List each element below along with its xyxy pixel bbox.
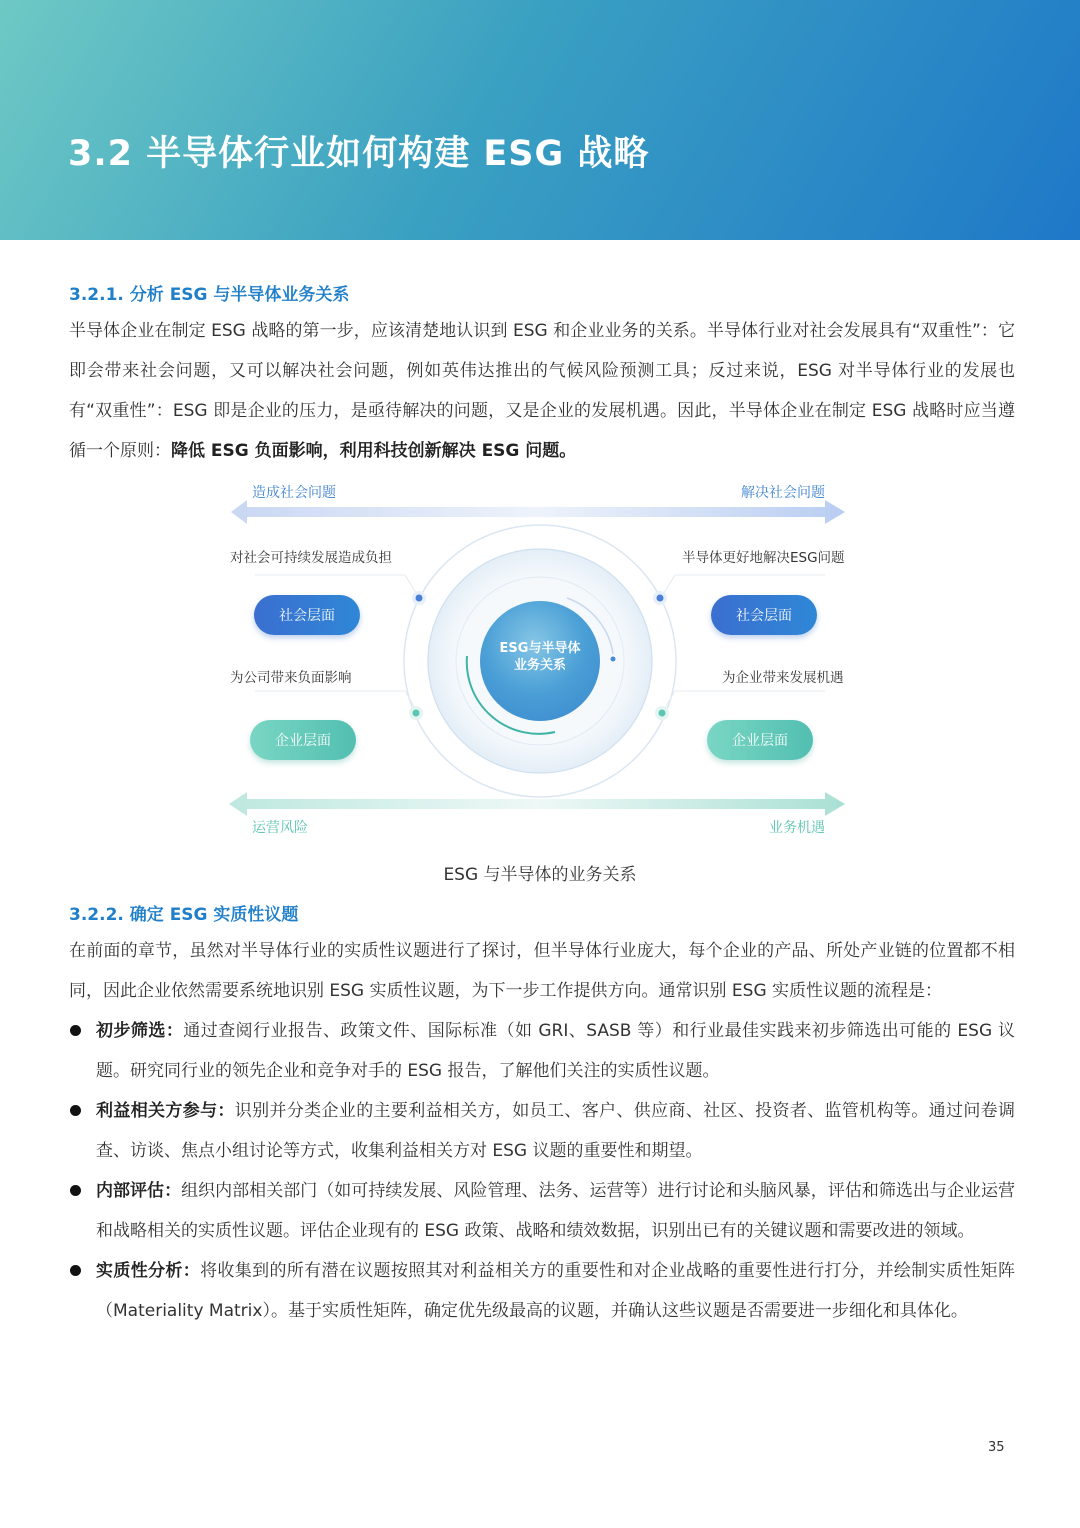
connector-left-mid [255, 691, 415, 708]
bullet-dot [70, 1105, 81, 1116]
pill-social-level-left: 社会层面 [254, 595, 360, 635]
connector-right-mid [665, 691, 825, 708]
top-arrow-band [231, 500, 845, 524]
label-operational-risk: 运营风险 [252, 820, 308, 836]
node-dot-right-bottom [655, 706, 669, 720]
label-cause-social-problems: 造成社会问题 [252, 485, 336, 501]
node-dot-left-bottom [409, 706, 423, 720]
section2-paragraph: 在前面的章节，虽然对半导体行业的实质性议题进行了探讨，但半导体行业庞大，每个企业的产品、所处产业链的位置都不相同，因此企业依然需要系统地识别 ESG 实质性议题，为下一步工作提供方向。通常识别 ESG 实质性议题的流程是： [69, 941, 1015, 1001]
node-dot-right-top [653, 591, 667, 605]
label-negative-impact: 为公司带来负面影响 [230, 670, 352, 686]
list-item-term: 初步筛选： [96, 1021, 184, 1041]
list-item [69, 1251, 1015, 1331]
bottom-arrow-band [229, 792, 845, 816]
page-title: 3.2 半导体行业如何构建 ESG 战略 [68, 134, 650, 174]
list-item-text: 组织内部相关部门（如可持续发展、风险管理、法务、运营等）进行讨论和头脑风暴，评估和筛选出与企业运营和战略相关的实质性议题。评估企业现有的 ESG 政策、战略和绩效数据，识别出已有的关键议题和需要改进的领域。 [96, 1181, 1016, 1241]
header-banner [0, 0, 1080, 240]
pill-enterprise-level-left: 企业层面 [250, 720, 356, 760]
bullet-dot [70, 1265, 81, 1276]
section-heading-3-2-2: 3.2.2. 确定 ESG 实质性议题 [69, 905, 299, 925]
node-dot-left-top [412, 591, 426, 605]
pill-enterprise-level-right: 企业层面 [707, 720, 813, 760]
diagram-center-label [480, 640, 600, 674]
list-item-term: 内部评估： [96, 1181, 182, 1201]
list-item-text: 将收集到的所有潜在议题按照其对利益相关方的重要性和对企业战略的重要性进行打分，并绘制实质性矩阵（Materiality Matrix）。基于实质性矩阵，确定优先级最高的议题，并确认这些议题是否需要进一步细化和具体化。 [96, 1261, 1015, 1321]
label-semiconductor-solves-esg: 半导体更好地解决ESG问题 [682, 550, 845, 566]
label-solve-social-problems: 解决社会问题 [741, 485, 825, 501]
center-label-line2: 业务关系 [513, 658, 566, 673]
esg-business-relation-diagram [225, 478, 855, 840]
list-item [69, 1171, 1015, 1251]
page-number: 35 [988, 1440, 1005, 1455]
label-development-opportunity: 为企业带来发展机遇 [722, 670, 844, 686]
center-label-line1: ESG与半导体 [499, 641, 581, 656]
bullet-dot [70, 1185, 81, 1196]
list-item [69, 1091, 1015, 1171]
core-arc-dot [611, 657, 616, 662]
list-item-term: 实质性分析： [96, 1261, 201, 1281]
list-item-term: 利益相关方参与： [96, 1101, 235, 1121]
list-item-text: 通过查阅行业报告、政策文件、国际标准（如 GRI、SASB 等）和行业最佳实践来初步筛选出可能的 ESG 议题。研究同行业的领先企业和竞争对手的 ESG 报告，了解他们关注的实质性议题。 [96, 1021, 1015, 1081]
diagram-caption: ESG 与半导体的业务关系 [443, 865, 637, 885]
list-item-text: 识别并分类企业的主要利益相关方，如员工、客户、供应商、社区、投资者、监管机构等。通过问卷调查、访谈、焦点小组讨论等方式，收集利益相关方对 ESG 议题的重要性和期望。 [96, 1101, 1016, 1161]
section1-paragraph [69, 311, 1015, 471]
pill-social-level-right: 社会层面 [711, 595, 817, 635]
list-item [69, 1011, 1015, 1091]
bullet-dot [70, 1025, 81, 1036]
section-heading-3-2-1: 3.2.1. 分析 ESG 与半导体业务关系 [69, 285, 350, 305]
materiality-process-list [69, 1011, 1015, 1331]
section1-body: 半导体企业在制定 ESG 战略的第一步，应该清楚地认识到 ESG 和企业业务的关系。半导体行业对社会发展具有“双重性”：它即会带来社会问题，又可以解决社会问题，例如英伟达推出的气候风险预测工具；反过来说，ESG 对半导体行业的发展也有“双重性”：ESG 即是企业的压力，是亟待解决的问题，又是企业的发展机遇。因此，半导体企业在制定 ESG 战略时应当遵循一个原则： [69, 321, 1015, 461]
section1-body-bold: 降低 ESG 负面影响，利用科技创新解决 ESG 问题。 [171, 441, 577, 461]
label-business-opportunity: 业务机遇 [769, 820, 825, 836]
label-burden-sustainability: 对社会可持续发展造成负担 [230, 550, 392, 566]
